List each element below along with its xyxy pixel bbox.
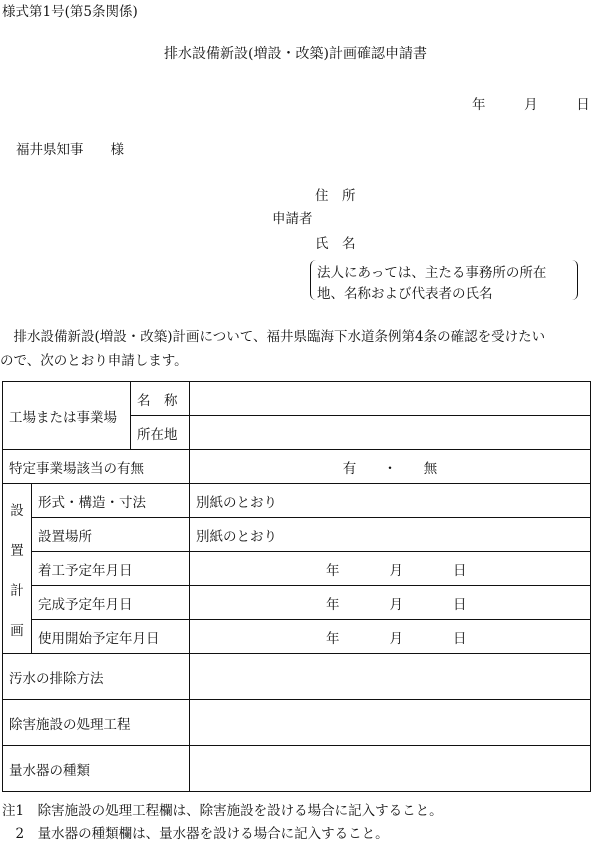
start-date-day: 日 xyxy=(453,562,467,579)
request-statement-line1: 排水設備新設(増設・改築)計画について、福井県臨海下水道条例第4条の確認を受けたい xyxy=(0,329,546,345)
note-1: 注1 除害施設の処理工程欄は、除害施設を設ける場合に記入すること。 xyxy=(2,803,443,819)
corporate-note xyxy=(310,260,578,302)
factory-location-label: 所在地 xyxy=(131,416,190,450)
application-table xyxy=(2,381,591,792)
plan-vertical-label xyxy=(3,484,32,654)
use-start-date-year: 年 xyxy=(326,630,340,647)
water-meter-label: 量水器の種類 xyxy=(3,746,190,792)
factory-location-field[interactable] xyxy=(190,416,591,450)
specific-facility-choice[interactable]: 有 ・ 無 xyxy=(190,450,591,484)
left-bracket xyxy=(310,260,317,300)
request-statement-line2: ので、次のとおり申請します。 xyxy=(0,353,188,369)
sewage-discharge-label: 汚水の排除方法 xyxy=(3,654,190,700)
plan-char-2: 置 xyxy=(10,542,24,559)
completion-date-label: 完成予定年月日 xyxy=(32,586,190,620)
use-start-date-day: 日 xyxy=(453,630,467,647)
note-2: 2 量水器の種類欄は、量水器を設ける場合に記入すること。 xyxy=(2,826,389,842)
completion-date-year: 年 xyxy=(326,596,340,613)
start-date-field[interactable] xyxy=(190,552,591,586)
applicant-label: 申請者 xyxy=(272,211,313,227)
plan-char-1: 設 xyxy=(10,502,24,519)
factory-name-field[interactable] xyxy=(190,382,591,416)
use-start-date-label: 使用開始予定年月日 xyxy=(32,620,190,654)
date-month: 月 xyxy=(524,97,538,113)
date-year: 年 xyxy=(472,97,486,113)
page-title: 排水設備新設(増設・改築)計画確認申請書 xyxy=(164,46,427,62)
completion-date-day: 日 xyxy=(453,596,467,613)
install-site-value[interactable]: 別紙のとおり xyxy=(190,518,591,552)
specific-facility-label: 特定事業場該当の有無 xyxy=(3,450,190,484)
addressee: 福井県知事 様 xyxy=(16,142,124,158)
start-date-year: 年 xyxy=(326,562,340,579)
form-number: 様式第1号(第5条関係) xyxy=(2,4,138,20)
start-date-label: 着工予定年月日 xyxy=(32,552,190,586)
factory-label: 工場または事業場 xyxy=(3,382,131,450)
request-statement xyxy=(0,325,591,373)
water-meter-field[interactable] xyxy=(190,746,591,792)
start-date-month: 月 xyxy=(389,562,403,579)
completion-date-month: 月 xyxy=(389,596,403,613)
sewage-discharge-field[interactable] xyxy=(190,654,591,700)
treatment-process-label: 除害施設の処理工程 xyxy=(3,700,190,746)
type-structure-value[interactable]: 別紙のとおり xyxy=(190,484,591,518)
completion-date-field[interactable] xyxy=(190,586,591,620)
use-start-date-month: 月 xyxy=(389,630,403,647)
right-bracket xyxy=(571,260,578,300)
corporate-note-line2: 地、名称および代表者の氏名 xyxy=(317,286,493,302)
applicant-name-label: 氏 名 xyxy=(315,236,356,252)
plan-char-4: 画 xyxy=(10,622,24,639)
type-structure-label: 形式・構造・寸法 xyxy=(32,484,190,518)
notes xyxy=(2,800,443,846)
applicant-address-label: 住 所 xyxy=(315,188,356,204)
use-start-date-field[interactable] xyxy=(190,620,591,654)
date-day: 日 xyxy=(576,97,590,113)
plan-char-3: 計 xyxy=(10,582,24,599)
install-site-label: 設置場所 xyxy=(32,518,190,552)
corporate-note-line1: 法人にあっては、主たる事務所の所在 xyxy=(317,265,547,281)
treatment-process-field[interactable] xyxy=(190,700,591,746)
date-line xyxy=(472,93,590,113)
factory-name-label: 名 称 xyxy=(131,382,190,416)
